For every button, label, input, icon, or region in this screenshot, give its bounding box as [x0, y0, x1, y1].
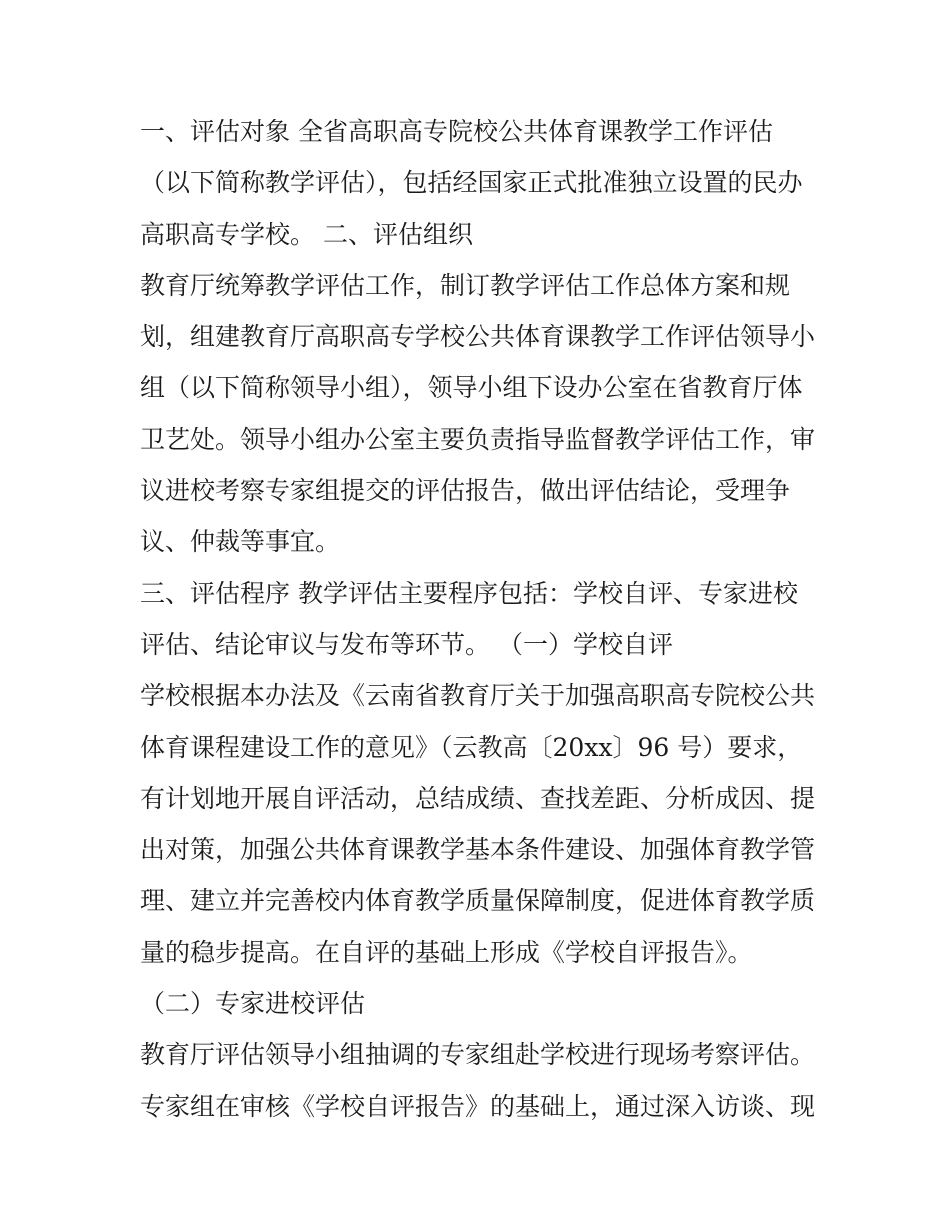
text-line: 体育课程建设工作的意见》（云教高〔20xx〕96 号）要求，	[140, 732, 803, 762]
text-line: 有计划地开展自评活动，总结成绩、查找差距、分析成因、提	[140, 783, 816, 813]
text-line: （以下简称教学评估），包括经国家正式批准独立设置的民办	[140, 168, 803, 198]
text-line: 卫艺处。领导小组办公室主要负责指导监督教学评估工作，审	[140, 424, 816, 454]
text-line: 议、仲裁等事宜。	[140, 527, 341, 557]
text-line: 出对策，加强公共体育课教学基本条件建设、加强体育教学管	[140, 835, 816, 865]
text-line: （二）专家进校评估	[140, 989, 366, 1019]
text-line: 学校根据本办法及《云南省教育厅关于加强高职高专院校公共	[140, 681, 816, 711]
text-line: 教育厅统筹教学评估工作，制订教学评估工作总体方案和规	[140, 270, 791, 300]
document-body	[140, 106, 820, 1132]
text-line: 一、评估对象 全省高职高专院校公共体育课教学工作评估	[140, 117, 773, 146]
text-line: 三、评估程序 教学评估主要程序包括：学校自评、专家进校	[140, 578, 798, 608]
text-line: 专家组在审核《学校自评报告》的基础上，通过深入访谈、现	[140, 1091, 816, 1121]
text-line: 理、建立并完善校内体育教学质量保障制度，促进体育教学质	[140, 886, 816, 916]
text-line: 评估、结论审议与发布等环节。 （一）学校自评	[140, 629, 673, 659]
text-line: 高职高专学校。 二、评估组织	[140, 219, 473, 249]
text-line: 划，组建教育厅高职高专学校公共体育课教学工作评估领导小	[140, 322, 816, 352]
text-line: 议进校考察专家组提交的评估报告，做出评估结论，受理争	[140, 476, 791, 506]
text-line: 量的稳步提高。在自评的基础上形成《学校自评报告》。	[140, 937, 753, 967]
text-line: 教育厅评估领导小组抽调的专家组赴学校进行现场考察评估。	[140, 1040, 816, 1070]
text-line: 组（以下简称领导小组），领导小组下设办公室在省教育厅体	[140, 373, 803, 403]
